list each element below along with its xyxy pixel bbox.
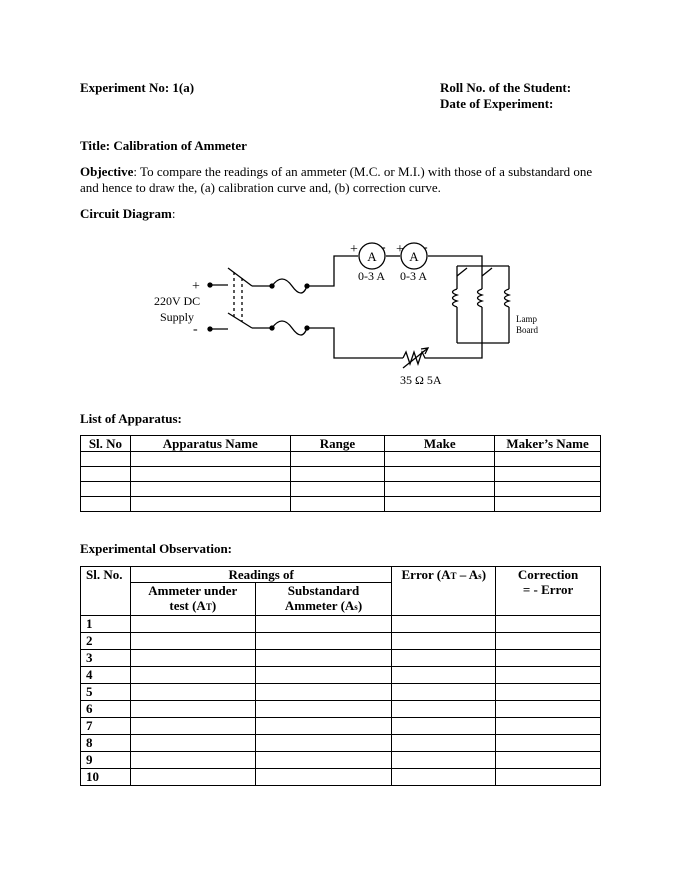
table-row <box>81 497 601 512</box>
circuit-heading-colon: : <box>171 206 176 221</box>
error-sub-s: s <box>478 571 482 581</box>
observation-heading: Experimental Observation: <box>80 541 233 556</box>
apparatus-col-sl: Sl. No <box>81 436 131 452</box>
substd-text-a: Ammeter (A <box>284 598 355 613</box>
lamp-board-label-2: Board <box>516 325 538 335</box>
supply-plus-sign: + <box>192 279 200 294</box>
table-row <box>81 684 601 701</box>
error-text-a: Error (A <box>401 567 451 582</box>
apparatus-heading: List of Apparatus: <box>80 411 182 426</box>
wire-to-ammeter-1 <box>307 256 358 286</box>
correction-line-2: = - Error <box>522 582 574 597</box>
row-number: 6 <box>81 701 131 718</box>
row-number: 5 <box>81 684 131 701</box>
apparatus-header-row <box>81 436 601 452</box>
table-row <box>81 718 601 735</box>
circuit-heading-label: Circuit Diagram <box>80 206 172 221</box>
row-number: 1 <box>81 616 131 633</box>
fuse-bottom <box>272 321 307 335</box>
observation-col-correction <box>496 567 601 616</box>
circuit-diagram <box>0 0 680 400</box>
substd-text-b: ) <box>357 598 363 613</box>
ammeter-1-range: 0-3 A <box>358 269 385 283</box>
ammeter-2-range: 0-3 A <box>400 269 427 283</box>
observation-col-readings: Readings of <box>130 567 392 583</box>
rheostat-arrow <box>403 348 428 368</box>
row-number: 3 <box>81 650 131 667</box>
apparatus-col-range: Range <box>290 436 385 452</box>
ammeter-1-minus: - <box>381 240 386 255</box>
row-number: 2 <box>81 633 131 650</box>
ammeter-1-plus: + <box>350 242 358 257</box>
objective-text: : To compare the readings of an ammeter (M.C. or M.I.) with those of a substandard one and hence to draw the, (a) calibration curve and, (b) correction curve. <box>80 164 593 195</box>
table-row <box>81 482 601 497</box>
lamp-1-switch <box>457 268 467 276</box>
row-number: 4 <box>81 667 131 684</box>
fuse-top <box>272 279 307 293</box>
error-sub-t: T <box>450 571 457 581</box>
supply-label-1: 220V DC <box>154 294 201 308</box>
lamp-2-switch <box>482 268 492 276</box>
wire-bottom-to-rheostat <box>307 328 403 358</box>
substd-line-2 <box>256 598 392 615</box>
roll-number-label: Roll No. of the Student: <box>440 80 572 95</box>
observation-col-ammeter-under-test <box>130 583 255 616</box>
wire-rheostat-to-lamps <box>428 343 482 358</box>
table-row <box>81 701 601 718</box>
ammeter-1-symbol: A <box>367 249 377 264</box>
ammeter-2-symbol: A <box>409 249 419 264</box>
observation-table <box>80 566 601 786</box>
rheostat-label: 35 Ω 5A <box>400 373 442 387</box>
observation-header-row-1 <box>81 567 601 583</box>
page-title: Title: Calibration of Ammeter <box>80 138 247 153</box>
table-row <box>81 650 601 667</box>
row-number: 10 <box>81 769 131 786</box>
substd-sub: s <box>354 602 358 612</box>
lamp-1-coil <box>453 289 458 307</box>
objective-label: Objective <box>80 164 134 179</box>
table-row <box>81 752 601 769</box>
lamp-3-coil <box>505 289 510 307</box>
substd-line-1: Substandard <box>287 583 360 598</box>
amm-under-text-b: ) <box>211 598 217 613</box>
amm-under-text-a: test (A <box>169 598 206 613</box>
table-row <box>81 452 601 467</box>
ammeter-2-minus: - <box>423 240 428 255</box>
table-row <box>81 667 601 684</box>
row-number: 8 <box>81 735 131 752</box>
table-row <box>81 467 601 482</box>
amm-under-line-1: Ammeter under <box>148 583 238 598</box>
amm-under-sub: T <box>205 602 212 612</box>
apparatus-table <box>80 435 601 512</box>
ammeter-2-plus: + <box>396 242 404 257</box>
correction-line-1: Correction <box>517 567 579 582</box>
supply-label-2: Supply <box>160 310 195 324</box>
lamp-2-coil <box>478 289 483 307</box>
wire-ammeter-to-lamps <box>428 256 482 266</box>
lamp-board-label-1: Lamp <box>516 314 537 324</box>
apparatus-col-maker: Maker’s Name <box>495 436 601 452</box>
amm-under-line-2 <box>131 598 255 615</box>
switch-blade-top <box>228 268 252 286</box>
experiment-number: Experiment No: 1(a) <box>80 80 195 95</box>
table-row <box>81 616 601 633</box>
row-number: 9 <box>81 752 131 769</box>
apparatus-col-make: Make <box>385 436 495 452</box>
table-row <box>81 735 601 752</box>
apparatus-col-name: Apparatus Name <box>130 436 290 452</box>
error-text-mid: – A <box>456 567 479 582</box>
error-text-b: ) <box>481 567 487 582</box>
switch-blade-bottom <box>228 313 252 328</box>
table-row <box>81 769 601 786</box>
observation-col-error <box>392 567 496 616</box>
observation-col-substandard <box>255 583 392 616</box>
row-number: 7 <box>81 718 131 735</box>
table-row <box>81 633 601 650</box>
observation-col-sl: Sl. No. <box>81 567 131 616</box>
date-label: Date of Experiment: <box>440 96 554 111</box>
supply-minus-sign: - <box>193 322 198 337</box>
